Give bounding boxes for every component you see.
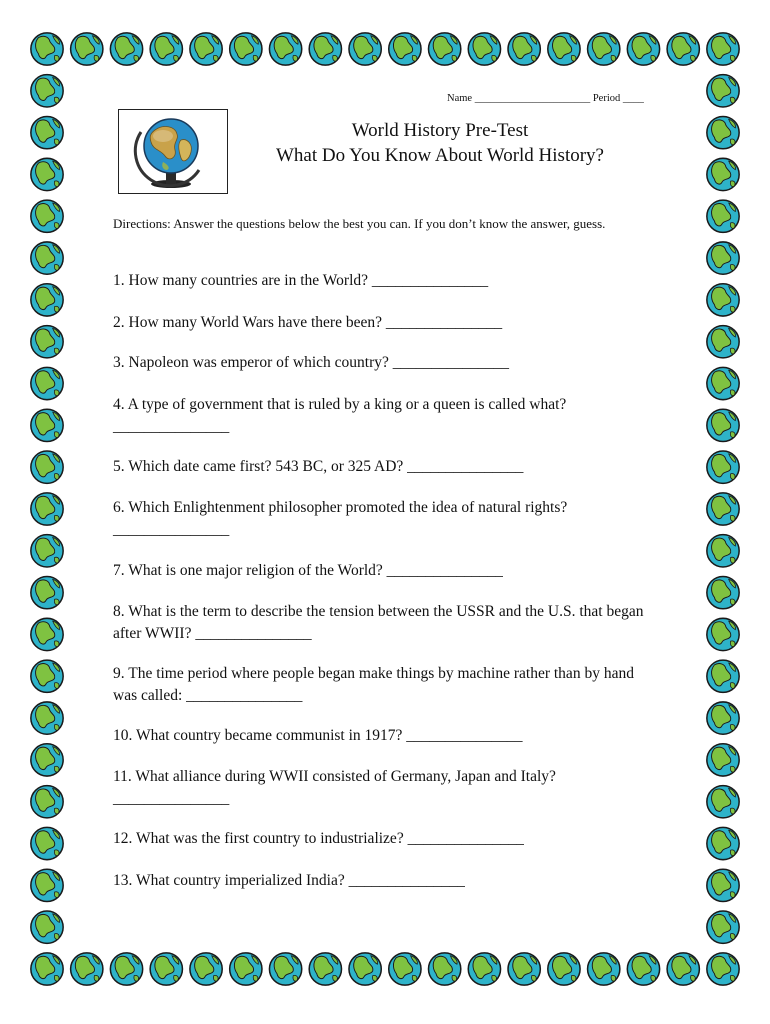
title-line-1: World History Pre-Test: [351, 120, 529, 141]
directions-text: Directions: Answer the questions below the best you can. If you don’t know the answer, guess.: [113, 216, 606, 231]
question-11: 11. What alliance during WWII consisted of Germany, Japan and Italy? _______________: [113, 768, 556, 807]
question-3: 3. Napoleon was emperor of which country? _______________: [113, 354, 510, 371]
question-5: 5. Which date came first? 543 BC, or 325 AD? _______________: [113, 458, 524, 475]
desk-globe-icon: [119, 110, 226, 192]
question-13: 13. What country imperialized India? _______________: [113, 872, 465, 889]
question-7: 7. What is one major religion of the World? _______________: [113, 562, 503, 579]
globe-picture: [118, 109, 228, 194]
question-1: 1. How many countries are in the World? _______________: [113, 272, 489, 289]
question-12: 12. What was the first country to industrialize? _______________: [113, 830, 524, 847]
question-9: 9. The time period where people began make things by machine rather than by hand was called: _______________: [113, 665, 634, 704]
worksheet-title: [250, 118, 630, 168]
question-8: 8. What is the term to describe the tension between the USSR and the U.S. that began after WWII? _______________: [113, 603, 644, 642]
question-6: 6. Which Enlightenment philosopher promoted the idea of natural rights? _______________: [113, 499, 568, 538]
title-line-2: What Do You Know About World History?: [276, 145, 604, 166]
name-period-line: Name ______________________ Period ____: [447, 93, 644, 104]
question-4: 4. A type of government that is ruled by a king or a queen is called what? _______________: [113, 396, 567, 435]
question-2: 2. How many World Wars have there been? _______________: [113, 314, 503, 331]
question-10: 10. What country became communist in 1917? _______________: [113, 727, 523, 744]
